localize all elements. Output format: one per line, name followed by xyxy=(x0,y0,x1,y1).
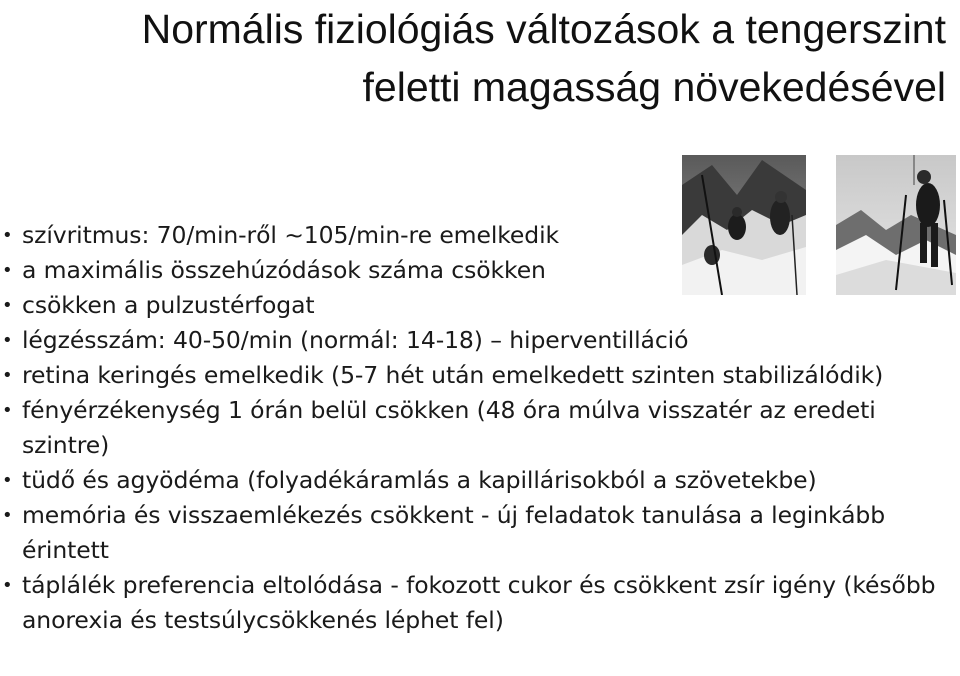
bullet-dot: • xyxy=(2,330,13,351)
list-item xyxy=(0,498,945,568)
bullet-dot: • xyxy=(2,260,13,281)
list-item xyxy=(0,568,945,638)
bullet-dot: • xyxy=(2,225,13,246)
list-item xyxy=(0,463,945,498)
bullet-dot: • xyxy=(2,295,13,316)
list-item-text: táplálék preferencia eltolódása - fokozott cukor és csökkent zsír igény (később anorexia és testsúlycsökkenés léphet fel) xyxy=(22,571,936,634)
bullet-dot: • xyxy=(2,470,13,491)
bullet-dot: • xyxy=(2,365,13,386)
list-item xyxy=(0,253,945,288)
slide-title-line-2: feletti magasság növekedésével xyxy=(362,64,946,110)
list-item xyxy=(0,218,945,253)
bullet-dot: • xyxy=(2,505,13,526)
list-item-text: a maximális összehúzódások száma csökken xyxy=(22,256,546,284)
bullet-list xyxy=(0,218,945,638)
list-item-text: tüdő és agyödéma (folyadékáramlás a kapillárisokból a szövetekbe) xyxy=(22,466,817,494)
slide-title-line-1: Normális fiziológiás változások a tengerszint xyxy=(141,6,946,52)
list-item-text: retina keringés emelkedik (5-7 hét után emelkedett szinten stabilizálódik) xyxy=(22,361,884,389)
list-item xyxy=(0,288,945,323)
list-item xyxy=(0,358,945,393)
list-item xyxy=(0,323,945,358)
bullet-dot: • xyxy=(2,400,13,421)
list-item-text: csökken a pulzustérfogat xyxy=(22,291,315,319)
bullet-dot: • xyxy=(2,575,13,596)
list-item-text: memória és visszaemlékezés csökkent - új feladatok tanulása a leginkább érintett xyxy=(22,501,886,564)
list-item-text: szívritmus: 70/min-ről ~105/min-re emelkedik xyxy=(22,221,560,249)
list-item-text: fényérzékenység 1 órán belül csökken (48 óra múlva visszatér az eredeti szintre) xyxy=(22,396,876,459)
list-item-text: légzésszám: 40-50/min (normál: 14-18) – hiperventilláció xyxy=(22,326,689,354)
slide-title xyxy=(6,0,946,116)
list-item xyxy=(0,393,945,463)
